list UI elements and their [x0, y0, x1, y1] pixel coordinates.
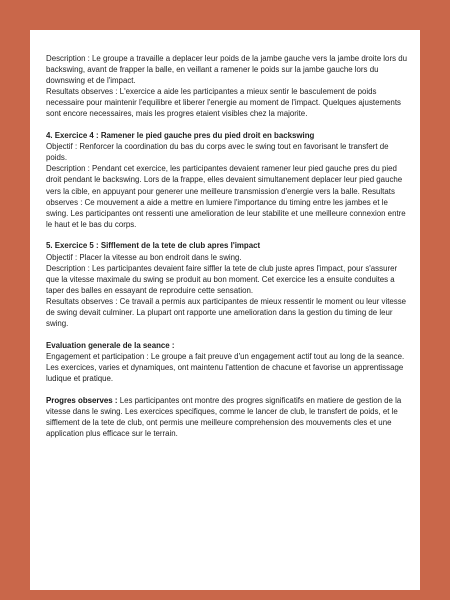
spacer	[46, 230, 408, 241]
heading-exercise-5: 5. Exercice 5 : Sifflement de la tete de club apres l'impact	[46, 241, 261, 251]
spacer	[46, 120, 408, 131]
heading-progress: Progres observes :	[46, 395, 118, 405]
progress-text: Les participantes ont montre des progres significatifs en matiere de gestion de la vitesse dans le swing. Les exercices specifiques, comme le lancer de club, le transfert de poids, et le sifflement de la tete de club, ont permis une meilleure comprehension des mouvements cles et une application plus efficace sur le terrain.	[46, 395, 402, 438]
paragraph-exercise-4-objective: Objectif : Renforcer la coordination du bas du corps avec le swing tout en favorisant le transfert de poids.	[46, 142, 389, 163]
spacer	[46, 329, 408, 340]
heading-exercise-4: 4. Exercice 4 : Ramener le pied gauche pres du pied droit en backswing	[46, 131, 315, 141]
paragraph-exercise-5-objective: Objectif : Placer la vitesse au bon endroit dans le swing.	[46, 252, 242, 262]
paragraph-results-weight-shift: Resultats observes : L'exercice a aide les participantes a mieux sentir le basculement de poids necessaire pour maintenir l'equilibre et liberer l'energie au moment de l'impact. Quelques ajustements sont encore necessaires, mais les progres etaient visibles chez la majorite.	[46, 87, 401, 119]
paragraph-exercise-4-description: Description : Pendant cet exercice, les participantes devaient ramener leur pied gauche pres du pied droit pendant le backswing. Lors de la frappe, elles devaient simultanement deplacer leur pied gauche vers la cible, en appuyant pour generer une meilleure transmission d'energie vers la balle. Resultats observes : Ce mouvement a aide a mettre en lumiere l'importance du timing entre les jambes et le swing. Les participantes ont ressenti une amelioration de leur stabilite et une meilleure connexion entre le haut et le bas du corps.	[46, 164, 406, 229]
paragraph-exercise-5-results: Resultats observes : Ce travail a permis aux participantes de mieux ressentir le moment ou leur vitesse de swing devait culminer. La plupart ont rapporte une amelioration dans la gestion du timing de leur swing.	[46, 296, 407, 329]
spacer	[46, 384, 408, 395]
document-page	[30, 30, 420, 590]
paragraph-progress	[46, 395, 408, 439]
paragraph-description-weight-shift: Description : Le groupe a travaille a deplacer leur poids de la jambe gauche vers la jambe droite lors du backswing, avant de frapper la balle, en veillant a ramener le poids sur la jambe gauche lors du downswing et de l'impact.	[46, 54, 407, 86]
heading-general-evaluation: Evaluation generale de la seance :	[46, 340, 175, 350]
paragraph-exercise-5-description: Description : Les participantes devaient faire siffler la tete de club juste apres l'impact, pour s'assurer que la vitesse maximale du swing se produit au bon moment. Cet exercice les a ensuite conduites a taper des balles en essayant de reproduire cette sensation.	[46, 263, 398, 295]
paragraph-engagement: Engagement et participation : Le groupe a fait preuve d'un engagement actif tout au long de la seance. Les exercices, varies et dynamiques, ont maintenu l'attention de chacune et favorise un apprentissage ludique et pratique.	[46, 351, 405, 383]
